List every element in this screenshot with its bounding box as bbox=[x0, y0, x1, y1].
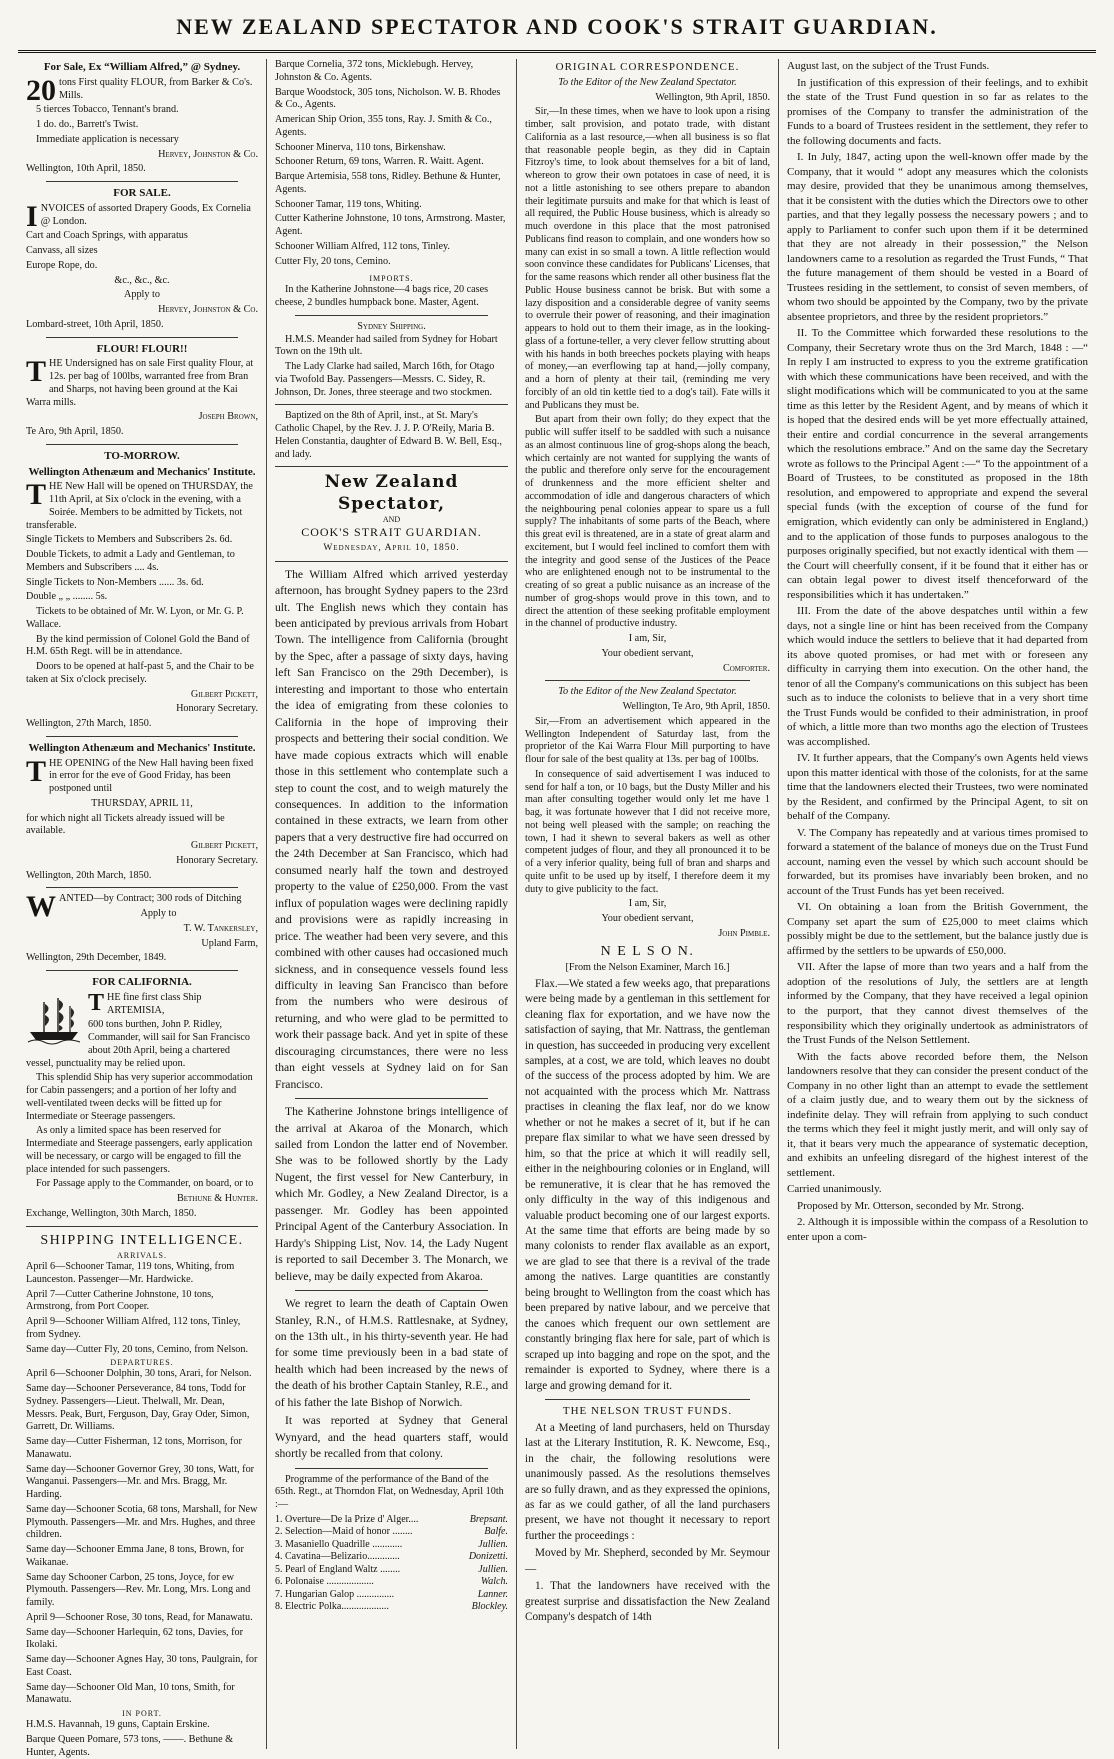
ad-signature: Bethune & Hunter. bbox=[26, 1193, 258, 1206]
programme-list bbox=[275, 1514, 508, 1614]
programme-item: 8. Electric Polka................... Blockley. bbox=[275, 1601, 508, 1614]
ad-place-date: Wellington, 27th March, 1850. bbox=[26, 718, 258, 731]
article-paragraph: 1. That the landowners have received with the greatest surprise and dissatisfaction the New Zealand Company's despatch of 14th bbox=[525, 1579, 770, 1625]
departure-item: Same day—Schooner Old Man, 10 tons, Smith, for Manawatu. bbox=[26, 1682, 258, 1708]
arrival-item: Same day—Cutter Fly, 20 tons, Cemino, from Nelson. bbox=[26, 1344, 258, 1357]
ad-line: Immediate application is necessary bbox=[26, 134, 258, 147]
ad-line: Single Tickets to Non-Members ...... 3s. 6d. bbox=[26, 577, 258, 590]
ad-place-date: Wellington, 10th April, 1850. bbox=[26, 163, 258, 176]
ad-line: Tickets to be obtained of Mr. W. Lyon, or Mr. G. P. Wallace. bbox=[26, 606, 258, 632]
article-paragraph: V. The Company has repeatedly and at various times promised to forward a statement of the balance of moneys due on the Trust Fund account, naming even the vessel by which such account should be forwarded, but its promises have invariably been broken, and no account of the Trust Funds has yet been received. bbox=[787, 826, 1088, 899]
drop-number: 20 bbox=[26, 78, 56, 104]
ad-wanted bbox=[26, 893, 258, 965]
ad-athenaeum-postponed bbox=[26, 742, 258, 883]
letter-close: Your obedient servant, bbox=[525, 913, 770, 926]
article-paragraph: August last, on the subject of the Trust Funds. bbox=[787, 59, 1088, 74]
trust-article bbox=[525, 1421, 770, 1626]
article-paragraph: Proposed by Mr. Otterson, seconded by Mr. Strong. bbox=[787, 1199, 1088, 1214]
columns bbox=[18, 59, 1096, 1749]
departure-item: Same day—Cutter Fisherman, 12 tons, Morrison, for Manawatu. bbox=[26, 1436, 258, 1462]
ad-line: THURSDAY, APRIL 11, bbox=[26, 798, 258, 811]
port-item: Cutter Katherine Johnstone, 10 tons, Armstrong. Master, Agent. bbox=[275, 213, 508, 239]
article-paragraph: Moved by Mr. Shepherd, seconded by Mr. Seymour— bbox=[525, 1546, 770, 1577]
letter-address: To the Editor of the New Zealand Spectator. bbox=[525, 686, 770, 699]
ad-line: 5 tierces Tobacco, Tennant's brand. bbox=[26, 104, 258, 117]
editorial bbox=[275, 567, 508, 1463]
ad-signature: Hervey, Johnston & Co. bbox=[26, 304, 258, 317]
ad-line: tons First quality FLOUR, from Barker & Co's. Mills. bbox=[59, 77, 252, 101]
article-paragraph: 2. Although it is impossible within the compass of a Resolution to enter upon a com- bbox=[787, 1215, 1088, 1244]
departure-item: Same day—Schooner Agnes Hay, 30 tons, Paulgrain, for East Coast. bbox=[26, 1654, 258, 1680]
ad-line: Double Tickets, to admit a Lady and Gentleman, to Members and Subscribers .... 4s. bbox=[26, 549, 258, 575]
article-paragraph: VI. On obtaining a loan from the British Government, the Company set apart the sum of £25,000 to meet claims which possibly might be due to the settlement, but the balance justly due is affirmed by the settlers to be upwards of £50,000. bbox=[787, 900, 1088, 958]
sydney-item: H.M.S. Meander had sailed from Sydney for Hobart Town on the 19th ult. bbox=[275, 334, 508, 360]
letter-signature: John Pimble. bbox=[525, 928, 770, 941]
ad-text: ANTED—by Contract; 300 rods of Ditching bbox=[59, 893, 242, 904]
port-item: Barque Cornelia, 372 tons, Micklebugh. Hervey, Johnston & Co. Agents. bbox=[275, 59, 508, 85]
port-item: H.M.S. Havannah, 19 guns, Captain Erskine. bbox=[26, 1719, 258, 1732]
drop-cap: I bbox=[26, 204, 38, 230]
baptism-notice: Baptized on the 8th of April, inst., at St. Mary's Catholic Chapel, by the Rev. J. J. P. O'Reily, Maria B. Helen Constantia, daughter of Edward B. W. Bell, Esq., and lady. bbox=[275, 410, 508, 461]
ad-place-date: Wellington, 20th March, 1850. bbox=[26, 870, 258, 883]
editorial-paragraph: It was reported at Sydney that General Wynyard, and the head quarters staff, would shortly be recalled from that colony. bbox=[275, 1413, 508, 1462]
programme-item: 7. Hungarian Galop ............... Lanner. bbox=[275, 1589, 508, 1602]
ad-line: 1 do. do., Barrett's Twist. bbox=[26, 119, 258, 132]
drop-cap: T bbox=[88, 993, 104, 1013]
port-item: Barque Artemisia, 558 tons, Ridley. Bethune & Hunter, Agents. bbox=[275, 171, 508, 197]
ad-text: HE New Hall will be opened on THURSDAY, the 11th April, at Six o'clock in the evening, with a Soirée. Members to be admitted by Tickets, not transferable. bbox=[26, 481, 253, 530]
programme-item: 6. Polonaise ................... Walch. bbox=[275, 1576, 508, 1589]
masthead: NEW ZEALAND SPECTATOR AND COOK'S STRAIT GUARDIAN. bbox=[18, 14, 1096, 53]
port-item: Schooner Return, 69 tons, Warren. R. Waitt. Agent. bbox=[275, 156, 508, 169]
source-note: [From the Nelson Examiner, March 16.] bbox=[525, 962, 770, 975]
article-paragraph: I. In July, 1847, acting upon the well-known offer made by the Company, that it would “ adopt any measures which the colonists may desire, provided that they be unanimous among themselves, that it be consistent with the duties which the Directors owe to other parties, and that they legally possess the necessary powers ; and to apply to Parliament to confer such upon them if it be determined that they are not already in their possession,” the Nelson landowners came to a resolution as regarded the Trust Funds, “ That the future management of them should be vested in a Board of Trustees residing in the settlement, to consist of seven members, of whom two should be appointed by the Company, two by the private absentee proprietors, and three by the resident proprietors.” bbox=[787, 150, 1088, 324]
programme-item: 2. Selection—Maid of honor ........ Balfe. bbox=[275, 1526, 508, 1539]
ad-title: For Sale, Ex “William Alfred,” @ Sydney. bbox=[26, 61, 258, 75]
letter-close: I am, Sir, bbox=[525, 898, 770, 911]
ad-line: &c., &c., &c. bbox=[26, 275, 258, 288]
subsection-title: DEPARTURES. bbox=[26, 1358, 258, 1368]
subsection-title: IN PORT. bbox=[26, 1709, 258, 1719]
section-title: ORIGINAL CORRESPONDENCE. bbox=[525, 61, 770, 75]
ad-line: Apply to bbox=[26, 908, 258, 921]
column-2 bbox=[266, 59, 516, 1749]
port-item: Schooner Minerva, 110 tons, Birkenshaw. bbox=[275, 142, 508, 155]
ad-line: Single Tickets to Members and Subscribers 2s. 6d. bbox=[26, 534, 258, 547]
ad-line: for which night all Tickets already issued will be available. bbox=[26, 813, 258, 839]
article-paragraph: II. To the Committee which forwarded these resolutions to the Company, their Secretary wrote thus on the 3rd March, 1848 : —“ In reply I am instructed to express to you the extreme gratification with which these communications have been received, and with the slight modifications which will be communicated to you at the same time as this letter by the Resident Agent, and by means of which it is hoped that the desired ends will be yet more effectually attained, their entire and cordial concurrence in the several arrangements which the resolutions embrace.” And on the same day the Secretary wrote as follows to the Principal Agent :—“ To the appointment of a Board of Trustees, to be constituted as proposed in the 18th resolution, and empowered to appropriate and expend the several special funds (with the exception of course of the fund for emigration, which evidently can only be administered in England,) and to the application of those funds to purposes analogous to the purposes originally specified, but not exactly identical with them —the Court will cheerfully consent, if it be found that it either has or can obtain legal power to divest itself thenceforward of the responsibilities which it has undertaken.” bbox=[787, 326, 1088, 602]
port-item: Schooner Tamar, 119 tons, Whiting. bbox=[275, 199, 508, 212]
sydney-item: The Lady Clarke had sailed, March 16th, for Otago via Twofold Bay. Passengers—Messrs. C. Sidey, R. Johnson, Dr. Jones, three steerage and two stockmen. bbox=[275, 361, 508, 399]
editorial-paragraph: We regret to learn the death of Captain Owen Stanley, R.N., of H.M.S. Rattlesnake, at Sydney, on the 13th ult., in his thirty-seventh year. He had for some time previously been in a bad state of health which had been increased by the news of the death of his brother Captain Stanley, R.E., and of his father the late Bishop of Norwich. bbox=[275, 1296, 508, 1411]
port-item: Barque Woodstock, 305 tons, Nicholson. W. B. Rhodes & Co., Agents. bbox=[275, 87, 508, 113]
column-4 bbox=[778, 59, 1096, 1749]
ad-subtitle: Wellington Athenæum and Mechanics' Institute. bbox=[26, 742, 258, 756]
ad-place-date: Wellington, 29th December, 1849. bbox=[26, 952, 258, 965]
port-item: Cutter Fly, 20 tons, Cemino. bbox=[275, 256, 508, 269]
paper-title: New Zealand Spectator, bbox=[275, 472, 508, 515]
letter-address: To the Editor of the New Zealand Spectator. bbox=[525, 77, 770, 90]
article-paragraph: At a Meeting of land purchasers, held on Thursday last at the Literary Institution, R. K. Newcome, Esq., in the chair, the following resolutions were unanimously passed. As the resolutions themselves are so fully drawn, and as they expressed the opinions, as far as we could gather, of all the land purchasers present, we have not thought it necessary to report further the proceedings : bbox=[525, 1421, 770, 1545]
ad-line: Doors to be opened at half-past 5, and the Chair to be taken at Six o'clock precisely. bbox=[26, 661, 258, 687]
ad-signature: Joseph Brown, bbox=[26, 411, 258, 424]
section-title: N E L S O N. bbox=[525, 943, 770, 961]
imports-text: In the Katherine Johnstone—4 bags rice, 20 cases cheese, 2 bundles humpback bone. Master, Agent. bbox=[275, 284, 508, 310]
ad-line: This splendid Ship has very superior accommodation for Cabin passengers; and a portion of her lofty and well-ventilated tween decks will be fitted up for Intermediate or Steerage passengers. bbox=[26, 1072, 258, 1123]
ad-text: HE OPENING of the New Hall having been fixed in error for the eve of Good Friday, has been postponed until bbox=[49, 758, 253, 795]
article-paragraph: VII. After the lapse of more than two years and a half from the adoption of the resolutions of July, the settlers are at length informed by the Company, that they have received a legal opinion to the purport, that they cannot divest themselves of the responsibility which they originally undertook as administrators of the Trust Funds of the Nelson Settlement. bbox=[787, 960, 1088, 1047]
letter-close: I am, Sir, bbox=[525, 633, 770, 646]
port-item: Barque Queen Pomare, 573 tons, ——. Bethune & Hunter, Agents. bbox=[26, 1734, 258, 1759]
ad-title: TO-MORROW. bbox=[26, 450, 258, 464]
port-item: Schooner William Alfred, 112 tons, Tinley. bbox=[275, 241, 508, 254]
drop-cap: W bbox=[26, 894, 56, 920]
ad-signature-title: Honorary Secretary. bbox=[26, 855, 258, 868]
letter-paragraph: Sir,—From an advertisement which appeared in the Wellington Independent of Saturday last, from the proprietor of the Kai Warra Flour Mill purporting to have flour for sale of the best quality at 13s. per bag of 100lbs. bbox=[525, 716, 770, 767]
section-title: SHIPPING INTELLIGENCE. bbox=[26, 1232, 258, 1250]
article-paragraph: In justification of this expression of their feelings, and to exhibit the state of the Trust Fund question in so far as relates to the promises of the Company to transfer the administration of the Funds to a board of Trustees resident in the settlement, they refer to the following documents and facts. bbox=[787, 76, 1088, 149]
article-paragraph: With the facts above recorded before them, the Nelson landowners resolve that they can consider the present conduct of the Company in no other light than an attempt to evade the settlement of a claim justly due, and to weary them out by the sickness of indefinite delay. They will refrain from applying to such conduct the terms which they feel it might justly merit, and will only say of it, that it bears very much the appearance of systematic deception, and exhibits an unfeeling disregard of the highest interest of the settlement. bbox=[787, 1050, 1088, 1181]
drop-cap: T bbox=[26, 759, 46, 785]
ad-line: As only a limited space has been reserved for Intermediate and Steerage passengers, early application will be necessary, or cargo will be engaged to fill the place intended for such passengers. bbox=[26, 1125, 258, 1176]
departure-item: Same day—Schooner Emma Jane, 8 tons, Brown, for Waikanae. bbox=[26, 1544, 258, 1570]
departure-item: Same day—Schooner Governor Grey, 30 tons, Watt, for Wanganui. Passengers—Mr. and Mrs. Bragg, Mr. Harding. bbox=[26, 1464, 258, 1502]
ad-signature-title: Honorary Secretary. bbox=[26, 703, 258, 716]
ad-title: FLOUR! FLOUR!! bbox=[26, 343, 258, 357]
ad-line: 600 tons burthen, John P. Ridley, Commander, will sail for San Francisco about 20th April, being a chartered vessel, punctuality may be relied upon. bbox=[26, 1019, 258, 1070]
column-3 bbox=[516, 59, 778, 1749]
ad-signature: T. W. Tankersley, bbox=[26, 923, 258, 936]
ad-line: By the kind permission of Colonel Gold the Band of H.M. 65th Regt. will be in attendance. bbox=[26, 634, 258, 660]
ad-text: NVOICES of assorted Drapery Goods, Ex Cornelia @ London. bbox=[41, 203, 251, 227]
drop-cap: T bbox=[26, 359, 46, 385]
ad-athenaeum-opening bbox=[26, 450, 258, 731]
programme-item: 4. Cavatina—Belizario............. Donizetti. bbox=[275, 1551, 508, 1564]
departure-item: April 9—Schooner Rose, 30 tons, Read, for Manawatu. bbox=[26, 1612, 258, 1625]
letter-paragraph: In consequence of said advertisement I was induced to send for half a ton, or 10 bags, but the Dusty Miller and his man after consulting together would only let me have 1 bag, it was fortunate however that I did not receive more, not being well pleased with the sample; on reaching the town, I had it shewn to several bakers as well as other competent judges of flour, and they all pronounced it to be of a very inferior quality, being full of bran and sharps and quite unfit to be used up by itself, I therefore deem it my duty to give publicity to the fact. bbox=[525, 769, 770, 897]
ad-title: FOR CALIFORNIA. bbox=[26, 976, 258, 990]
ad-line: For Passage apply to the Commander, on board, or to bbox=[26, 1178, 258, 1191]
ad-subtitle: Wellington Athenæum and Mechanics' Institute. bbox=[26, 466, 258, 480]
subsection-title: Sydney Shipping. bbox=[275, 321, 508, 334]
ad-flour bbox=[26, 343, 258, 439]
letter-place: Wellington, 9th April, 1850. bbox=[525, 92, 770, 105]
letter-place: Wellington, Te Aro, 9th April, 1850. bbox=[525, 701, 770, 714]
paper-and: AND bbox=[275, 515, 508, 525]
article-paragraph: IV. It further appears, that the Company's own Agents held views upon this matter identical with those of the colonists, for at the same time that the landowners elected their Trustees, two were nominated by the Resident, and confirmed by the Principal Agent, to sit on behalf of the Company. bbox=[787, 751, 1088, 824]
article-paragraph: Carried unanimously. bbox=[787, 1182, 1088, 1197]
shipping-intelligence bbox=[26, 1232, 258, 1759]
ad-line: Apply to bbox=[26, 289, 258, 302]
departure-item: Same day—Schooner Harlequin, 62 tons, Davies, for Ikolaki. bbox=[26, 1627, 258, 1653]
article-paragraph: Flax.—We stated a few weeks ago, that preparations were being made by a gentleman in this settlement for cleaning flax for exportation, and we have now the satisfaction of saying, that Mr. Nattrass, the gentleman in question, has succeeded in producing very excellent samples, at a cost, we are told, which leaves no doubt of the success of the process adopted by him. We are not acquainted with the process which Mr. Nattrass practises in cleaning the flax leaf, nor do we know whether or not he makes a secret of it, but if he can prepare flax similar to what we have seen dressed by him, so that the price at which it will readily sell, either in the neighbouring colonies or in England, will be remunerative, it is clear that he has removed the only difficulty in the way of this indigenous and valuable product becoming one of our largest exports. At the same time that efforts are being made by so many colonists to render flax available as an export, we are glad to see that there is a revival of the trade among the natives. Large quantities are constantly being brought to Wellington from the coast which has been prepared by native labour, and we perceive that the canoes which frequent our own settlement are constantly bringing flax here for sale, part of which is scraped up into bagging and rope on the spot, and the remainder is exported to Sydney, where there is a large and growing demand for it. bbox=[525, 977, 770, 1394]
column-1 bbox=[18, 59, 266, 1749]
departure-item: Same day—Schooner Perseverance, 84 tons, Todd for Sydney. Passengers—Lieut. Thelwall, Mr. Dean, Messrs. Peak, Burt, Ferguson, Day, Gray Oder, Simon, Garrett, Dr. Williams. bbox=[26, 1383, 258, 1434]
ship-icon bbox=[26, 994, 82, 1046]
ad-california bbox=[26, 976, 258, 1221]
letter-close: Your obedient servant, bbox=[525, 648, 770, 661]
ad-text: HE Undersigned has on sale First quality Flour, at 12s. per bag of 100lbs, warranted free from Bran and Sharps, not having been ground at the Kai Warra mills. bbox=[26, 358, 253, 407]
ad-for-sale bbox=[26, 187, 258, 332]
programme-intro: Programme of the performance of the Band of the 65th. Regt., at Thorndon Flat, on Wednesday, April 10th :— bbox=[275, 1474, 508, 1512]
editorial-paragraph: The William Alfred which arrived yesterday afternoon, has brought Sydney papers to the 23rd ult. The English news which they contain has been anticipated by previous arrivals from Hobart Town. The intelligence from California (brought by the Spec, after a passage of sixty days, having left San Francisco on the 29th December), is interesting and important to those who entertain the idea of emigrating from these colonies to California in the hope of improving their prospects and bettering their social condition. We have made copious extracts which will enable those in this settlement who contemplate such a step to count the cost, and to weigh maturely the consequences. In addition to the information contained in these extracts, we learn from other papers that a very destructive fire had occurred on the 24th December at San Francisco, which had consumed nearly half the town and destroyed property to the value of £250,000. From the vast influx of population wages were declining rapidly and provisions were as rapidly increasing in price. The weather had been very severe, and this combined with other causes had occasioned much sickness, and in consequence vessels found less difficulty in leaving San Francisco than before from the numbers who were desirous of returning, and who were glad to be permitted to work their passage back. And yet in spite of these discouraging circumstances, there were no less than eight vessels at Sydney laid on for San Francisco. bbox=[275, 567, 508, 1094]
paper-subtitle: COOK'S STRAIT GUARDIAN. bbox=[275, 525, 508, 540]
ad-signature: Gilbert Pickett, bbox=[26, 689, 258, 702]
ad-line: Cart and Coach Springs, with apparatus bbox=[26, 230, 258, 243]
ad-line: Europe Rope, do. bbox=[26, 260, 258, 273]
ad-flour-sale bbox=[26, 61, 258, 176]
section-title: THE NELSON TRUST FUNDS. bbox=[525, 1405, 770, 1419]
departure-item: Same day—Schooner Scotia, 68 tons, Marshall, for New Plymouth. Passengers—Mr. and Mrs. Hughes, and three children. bbox=[26, 1504, 258, 1542]
letter-signature: Comforter. bbox=[525, 663, 770, 676]
article-paragraph: III. From the date of the above despatches until within a few days, not a single line or hint has been received from the Company which would induce the settlers to believe that it had departed from its above quoted promises, or had met with or foreseen any difficulty in carrying them into execution. On the other hand, the tenor of all the Company's communications on this subject has been such as to induce the colonists to believe that in a very short time the Trust Funds would be confided to their administration, in proof of which, a little more than two months ago the election of Trustees was accomplished. bbox=[787, 604, 1088, 749]
ad-text: HE fine first class Ship ARTEMISIA, bbox=[107, 992, 202, 1016]
ad-place-date: Te Aro, 9th April, 1850. bbox=[26, 426, 258, 439]
programme-item: 5. Pearl of England Waltz ........ Jullien. bbox=[275, 1564, 508, 1577]
port-item: American Ship Orion, 355 tons, Ray. J. Smith & Co., Agents. bbox=[275, 114, 508, 140]
departure-item: Same day Schooner Carbon, 25 tons, Joyce, for ew Plymouth. Passengers—Rev. Mr. Long, Mrs. Long and family. bbox=[26, 1572, 258, 1610]
ad-place-date: Lombard-street, 10th April, 1850. bbox=[26, 319, 258, 332]
nelson-article bbox=[525, 977, 770, 1394]
departure-item: April 6—Schooner Dolphin, 30 tons, Arari, for Nelson. bbox=[26, 1368, 258, 1381]
ad-signature: Hervey, Johnston & Co. bbox=[26, 149, 258, 162]
arrival-item: April 7—Cutter Catherine Johnstone, 10 tons, Armstrong, from Port Cooper. bbox=[26, 1289, 258, 1315]
arrival-item: April 9—Schooner William Alfred, 112 tons, Tinley, from Sydney. bbox=[26, 1316, 258, 1342]
programme-item: 1. Overture—De la Prize d' Alger.... Brepsant. bbox=[275, 1514, 508, 1527]
letter-paragraph: But apart from their own folly; do they expect that the public will suffer itself to be saddled with such a nuisance as an almost continuous line of grog-shops along the beach, which certainly are not wanted for supplying the wants of the public and therefore only serve for the encouragement of drunkenness and the more efficient shelter and accommodation of idle and dangerous characters of which the neighbouring penal colonies appear to spare us a full supply? The inhabitants of some parts of the Beach, where this great evil is threatened, are in a state of great alarm and excitement, but I would feel inclined to comfort them with the integrity and good sense of the Justices of the Peace who are enlightened enough not to be instrumental to the creating of so great a public nuisance as an increase of the number of grog-shops would prove in this town, and to direct the attention of these seeking profitable employment in the channel of productive industry. bbox=[525, 414, 770, 631]
programme-item: 3. Masaniello Quadrille ............ Jullien. bbox=[275, 1539, 508, 1552]
subsection-title: ARRIVALS. bbox=[26, 1251, 258, 1261]
paper-date: Wednesday, April 10, 1850. bbox=[275, 543, 508, 555]
editorial-paragraph: The Katherine Johnstone brings intelligence of the arrival at Akaroa of the Monarch, which sailed from London the latter end of November. She was to be followed shortly by the Lady Nugent, the first vessel for New Canterbury, in which Mr. Godley, a New Zealand Director, is a passenger. Mr. Godley has been appointed Principal Agent of the Canterbury Association. In Hardy's Shipping List, Nov. 14, the Lady Nugent is reported to sail December 3. The Monarch, we believe, may be daily expected from Akaroa. bbox=[275, 1104, 508, 1285]
ad-signature: Gilbert Pickett, bbox=[26, 840, 258, 853]
ad-title: FOR SALE. bbox=[26, 187, 258, 201]
letter-paragraph: Sir,—In these times, when we have to look upon a rising timber, salt provision, and potato trade, with distant California as a last resource,—when all business is so flat that reasonable people begin, as they did in Captain Fitzroy's time, to look about themselves for a bit of land, whereon to grow their own potatoes in case of need, it is not a little astonishing to see others prepare to abandon their legitimate pursuits and make for that which is least of all required, the Public House business, which is already so much overdone in this place that the most patronised Publicans find reason to complain, and one wonders how so many can exist in so small a town. A little reflection would soon convince these candidates for Publicans' Licenses, that for the same reasons which render all other business flat the Public House business cannot be brisk. But with some a lazy disposition and a considerable degree of vanity seems to overrule their power of reasoning, and their imagination appears to hold out to them their image, as in the looking-glass of a fortune-teller, a very clever fellow strutting about with his hands in both breeches pockets playing with heaps of money,—an everflowing tap at hand,—jolly company, and a horn of plenty at their tail, (reminding me very forcibly of an old tin kettle tied to a dog's tail). Fate wills it and Publicans they must be. bbox=[525, 106, 770, 412]
ad-line: Double „ „ ........ 5s. bbox=[26, 591, 258, 604]
ad-signature-title: Upland Farm, bbox=[26, 938, 258, 951]
arrival-item: April 6—Schooner Tamar, 119 tons, Whiting, from Launceston. Passenger—Mr. Hardwicke. bbox=[26, 1261, 258, 1287]
ad-line: Canvass, all sizes bbox=[26, 245, 258, 258]
ad-place-date: Exchange, Wellington, 30th March, 1850. bbox=[26, 1208, 258, 1221]
drop-cap: T bbox=[26, 482, 46, 508]
subsection-title: IMPORTS. bbox=[275, 274, 508, 284]
